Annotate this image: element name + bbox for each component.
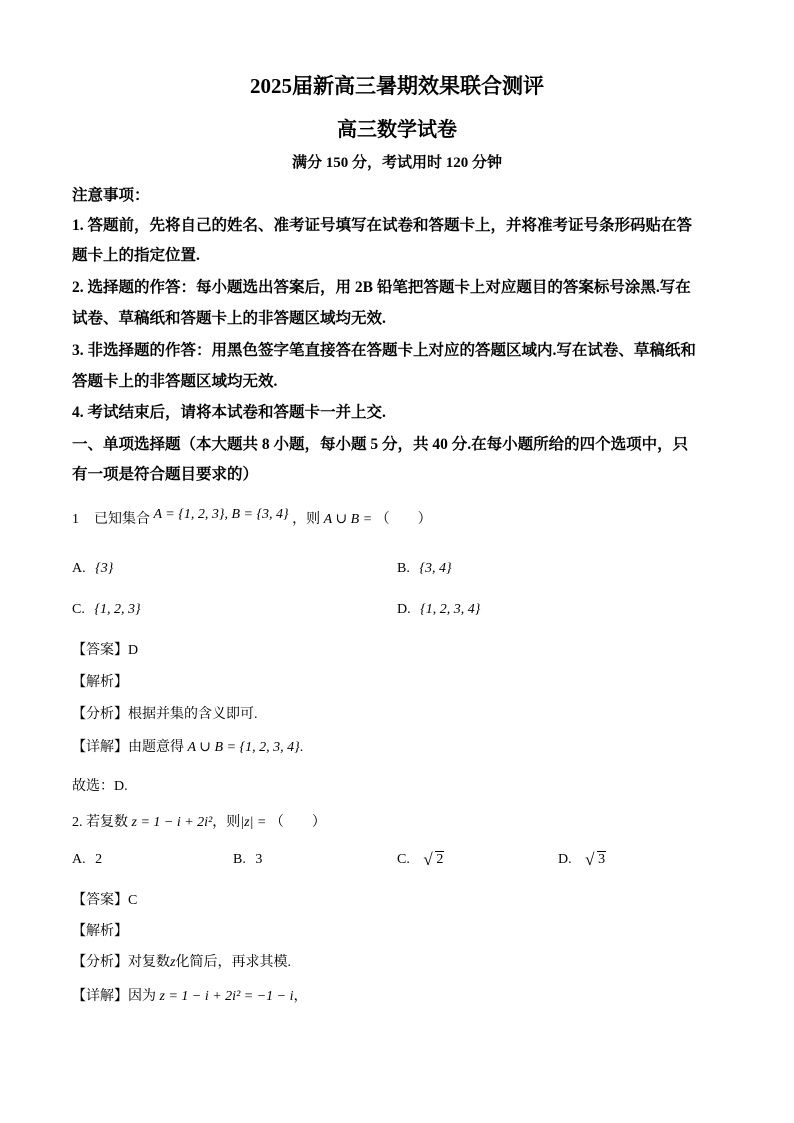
option-label: C. [397,852,410,867]
fenxi-text: 根据并集的含义即可. [128,707,258,722]
question-number: 2. [72,815,83,830]
option-label: B. [233,852,246,867]
exam-title: 2025届新高三暑期效果联合测评 [250,74,544,98]
detail-tag: 【详解】 [72,989,128,1004]
answer-value: C [128,893,138,908]
option-label: D. [397,602,411,617]
option-c [72,602,141,618]
math-expression: z = 1 − i + 2i² [131,815,213,830]
option-value: {3, 4} [419,561,452,576]
notice-line-2a: 2. 选择题的作答：每小题选出答案后，用 2B 铅笔把答题卡上对应题目的答案标号涂黑.写在 [72,279,691,296]
detail-tag: 【详解】 [72,740,128,755]
option-value: {3} [95,561,114,576]
fenxi-tag: 【分析】 [72,955,128,970]
answer-tag: 【答案】 [72,643,128,658]
question-2-stem [72,811,326,831]
option-label: B. [397,561,410,576]
question-text: 已知集合 [94,512,150,527]
option-value: 3 [255,852,263,867]
answer-paren: （ ） [375,512,432,527]
notice-line-2b: 试卷、草稿纸和答题卡上的非答题区域均无效. [72,310,386,327]
math-expression: A = {1, 2, 3}, B = {3, 4} [153,507,289,522]
conclusion-line: 故选：D. [72,779,128,794]
option-label: A. [72,852,86,867]
fenxi-line [72,951,291,971]
option-label: A. [72,561,86,576]
option-a [72,561,113,577]
sqrt-expression [585,852,606,868]
answer-line [72,639,138,659]
option-a [72,852,102,868]
notice-line-1a: 1. 答题前，先将自己的姓名、准考证号填写在试卷和答题卡上，并将准考证号条形码贴在答 [72,217,693,234]
option-label: D. [558,852,572,867]
section-heading-line2: 有一项是符合题目要求的） [72,466,259,483]
detail-text: 由题意得 [128,740,184,755]
option-value: {1, 2, 3} [94,602,141,617]
answer-tag: 【答案】 [72,893,128,908]
option-c [397,852,444,868]
question-text: 若复数 [86,815,128,830]
option-label: C. [72,602,85,617]
math-expression: |z| = [240,815,267,830]
option-value: 2 [95,852,103,867]
option-b [233,852,262,868]
option-b [397,561,452,577]
notice-heading: 注意事项： [72,187,150,204]
notice-line-3a: 3. 非选择题的作答：用黑色签字笔直接答在答题卡上对应的答题区域内.写在试卷、草稿纸和 [72,342,696,359]
fenxi-text: 化简后，再求其模. [175,955,291,970]
math-expression: A ∪ B = {1, 2, 3, 4} [187,740,300,755]
option-d [397,602,480,618]
answer-line [72,889,137,909]
option-value: 3 [598,852,606,867]
notice-line-3b: 答题卡上的非答题区域均无效. [72,373,278,390]
fenxi-text: 对复数 [128,955,170,970]
section-heading-line1: 一、单项选择题（本大题共 8 小题，每小题 5 分，共 40 分.在每小题所给的四个选项中，只 [72,436,689,453]
detail-text: 因为 [128,989,156,1004]
question-text: ，则 [292,512,321,527]
detail-line [72,985,308,1005]
answer-value: D [128,643,139,658]
exam-meta: 满分 150 分，考试用时 120 分钟 [291,155,502,171]
notice-line-4: 4. 考试结束后，请将本试卷和答题卡一并上交. [72,404,386,421]
analysis-tag: 【解析】 [72,924,128,939]
question-text: ，则 [212,815,241,830]
math-variable: z [170,955,176,970]
question-number: 1 [72,512,79,527]
exam-subtitle: 高三数学试卷 [337,119,457,141]
math-expression: A ∪ B = [323,512,373,527]
notice-line-1b: 题卡上的指定位置. [72,247,200,264]
analysis-tag: 【解析】 [72,675,128,690]
option-value: {1, 2, 3, 4} [420,602,481,617]
detail-end: . [299,740,304,755]
question-1-stem [72,508,432,528]
fenxi-line [72,703,258,723]
sqrt-expression [423,852,444,868]
answer-paren: （ ） [269,815,326,830]
fenxi-tag: 【分析】 [72,707,128,722]
math-expression: z = 1 − i + 2i² = −1 − i [159,989,294,1004]
detail-line [72,736,303,756]
detail-end: ， [293,989,308,1004]
option-value: 2 [436,852,444,867]
option-d [558,852,606,868]
